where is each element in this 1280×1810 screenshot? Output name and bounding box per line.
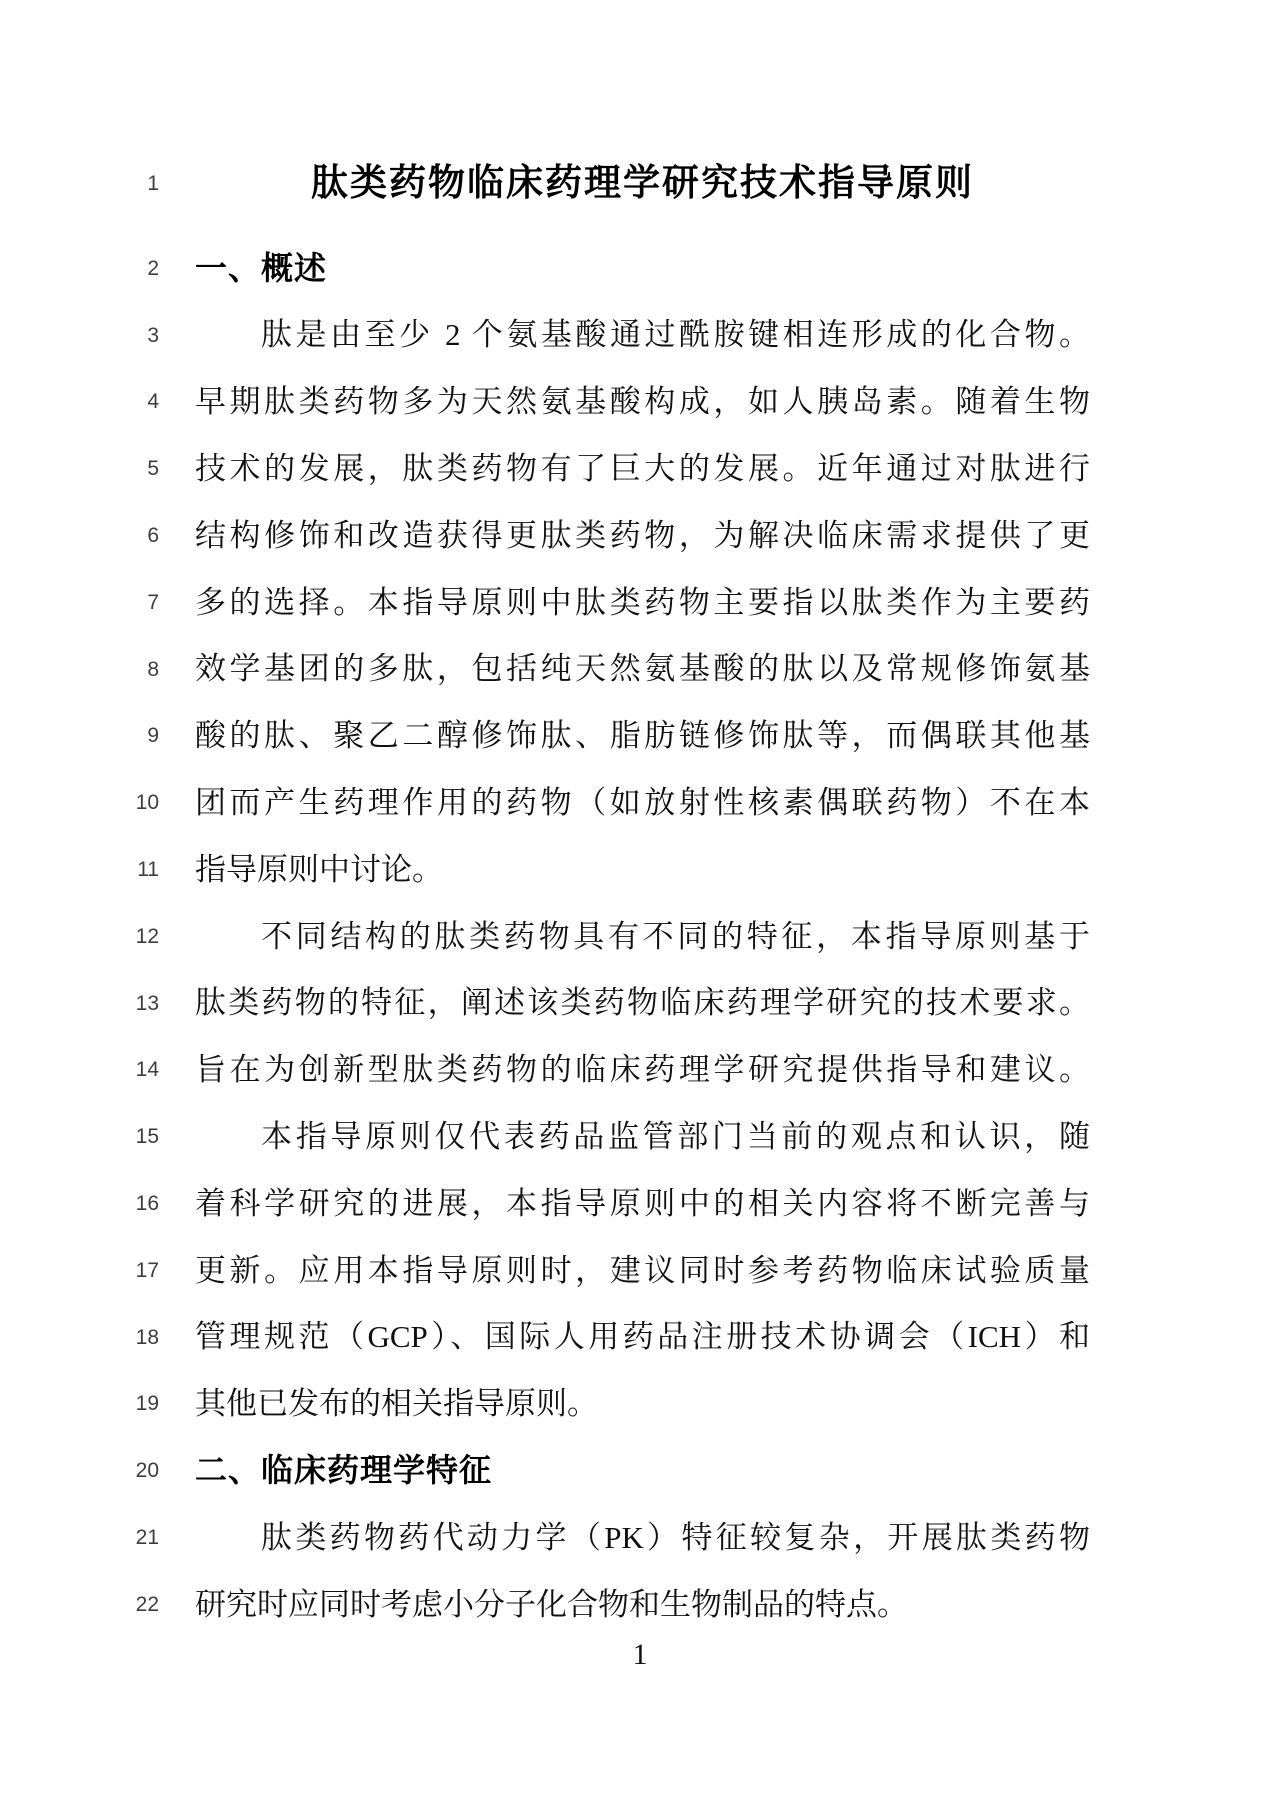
- line-number: 3: [147, 323, 159, 347]
- line-number: 11: [137, 858, 159, 882]
- line-number: 8: [147, 657, 159, 681]
- document-line-15: [135, 1103, 1090, 1170]
- section-heading: 二、临床药理学特征: [195, 1452, 493, 1489]
- line-number: 19: [135, 1392, 159, 1416]
- document-line-6: [147, 502, 1090, 569]
- line-number: 22: [135, 1592, 159, 1616]
- line-number: 16: [135, 1192, 159, 1216]
- document-body: [135, 132, 1090, 1638]
- line-number: 4: [147, 390, 159, 414]
- document-line-17: [135, 1237, 1090, 1304]
- document-line-8: [147, 636, 1090, 703]
- body-line-text: 更新。应用本指导原则时，建议同时参考药物临床试验质量: [195, 1252, 1090, 1288]
- document-line-22: [135, 1571, 1090, 1638]
- line-number: 7: [147, 590, 159, 614]
- document-line-4: [147, 369, 1090, 436]
- body-line-text: 团而产生药理作用的药物（如放射性核素偶联药物）不在本: [195, 784, 1090, 820]
- document-line-2: [147, 235, 1090, 302]
- line-number: 2: [147, 256, 159, 280]
- line-number: 21: [135, 1526, 159, 1550]
- document-line-7: [147, 569, 1090, 636]
- body-line-text: 研究时应同时考虑小分子化合物和生物制品的特点。: [195, 1586, 908, 1622]
- document-line-3: [147, 302, 1090, 369]
- body-line-text: 技术的发展，肽类药物有了巨大的发展。近年通过对肽进行: [195, 450, 1090, 486]
- section-heading: 一、概述: [195, 250, 328, 286]
- document-line-12: [135, 903, 1090, 970]
- body-line-text: 其他已发布的相关指导原则。: [195, 1386, 598, 1422]
- body-line-text: 指导原则中讨论。: [195, 851, 443, 887]
- line-number: 12: [135, 924, 159, 948]
- line-number: 20: [135, 1459, 159, 1483]
- document-line-19: [135, 1371, 1090, 1438]
- body-line-text: 肽类药物的特征，阐述该类药物临床药理学研究的技术要求。: [195, 985, 1090, 1021]
- body-line-text: 旨在为创新型肽类药物的临床药理学研究提供指导和建议。: [195, 1052, 1090, 1088]
- document-line-13: [135, 970, 1090, 1037]
- body-line-text: 结构修饰和改造获得更肽类药物，为解决临床需求提供了更: [195, 517, 1090, 553]
- document-line-14: [135, 1037, 1090, 1104]
- line-number: 14: [135, 1058, 159, 1082]
- line-number: 15: [135, 1125, 159, 1149]
- document-line-16: [135, 1170, 1090, 1237]
- page-number: 1: [632, 1638, 648, 1671]
- document-line-1: [147, 132, 1090, 235]
- line-number: 1: [147, 172, 159, 195]
- document-line-11: [137, 836, 1090, 903]
- document-title: 肽类药物临床药理学研究技术指导原则: [311, 162, 974, 204]
- body-line-text: 本指导原则仅代表药品监管部门当前的观点和认识，随: [261, 1118, 1090, 1154]
- line-number: 17: [135, 1258, 159, 1282]
- body-line-text: 管理规范（GCP）、国际人用药品注册技术协调会（ICH）和: [195, 1319, 1090, 1355]
- body-line-text: 效学基团的多肽，包括纯天然氨基酸的肽以及常规修饰氨基: [195, 651, 1090, 687]
- body-line-text: 着科学研究的进展，本指导原则中的相关内容将不断完善与: [195, 1185, 1090, 1221]
- line-number: 9: [147, 724, 159, 748]
- body-line-text: 肽类药物药代动力学（PK）特征较复杂，开展肽类药物: [261, 1519, 1090, 1555]
- line-number: 5: [147, 457, 159, 481]
- body-line-text: 酸的肽、聚乙二醇修饰肽、脂肪链修饰肽等，而偶联其他基: [195, 718, 1090, 754]
- line-number: 10: [135, 791, 159, 815]
- body-line-text: 多的选择。本指导原则中肽类药物主要指以肽类作为主要药: [195, 584, 1090, 620]
- line-number: 6: [147, 524, 159, 548]
- document-line-5: [147, 435, 1090, 502]
- document-line-10: [135, 769, 1090, 836]
- document-line-9: [147, 703, 1090, 770]
- body-line-text: 不同结构的肽类药物具有不同的特征，本指导原则基于: [261, 918, 1090, 954]
- document-line-21: [135, 1504, 1090, 1571]
- body-line-text: 肽是由至少 2 个氨基酸通过酰胺键相连形成的化合物。: [261, 317, 1090, 353]
- line-number: 13: [135, 991, 159, 1015]
- document-line-20: [135, 1437, 1090, 1504]
- document-line-18: [135, 1304, 1090, 1371]
- body-line-text: 早期肽类药物多为天然氨基酸构成，如人胰岛素。随着生物: [195, 384, 1090, 420]
- line-number: 18: [135, 1325, 159, 1349]
